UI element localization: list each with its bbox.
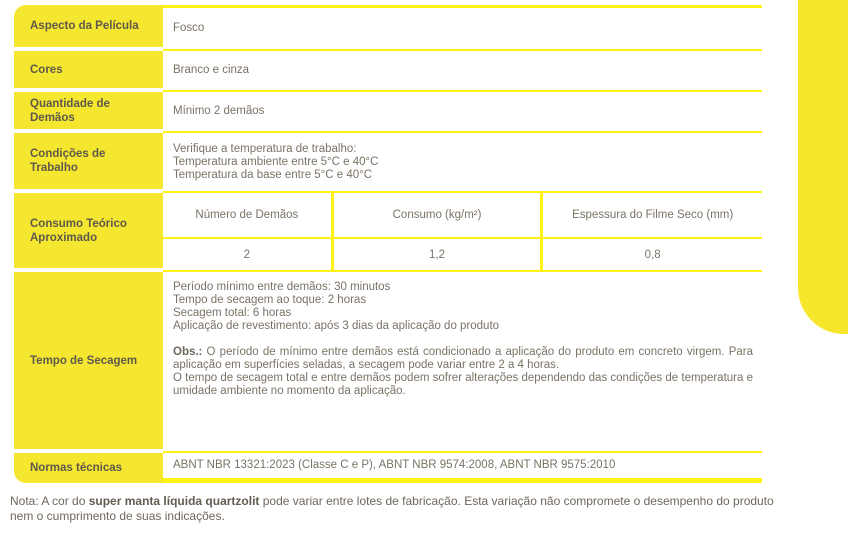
condition-line: Verifique a temperatura de trabalho: (173, 142, 357, 155)
drying-line: Período mínimo entre demãos: 30 minutos (173, 281, 391, 293)
row-label: Condições de Trabalho (14, 133, 163, 193)
consumption-subtable (163, 193, 762, 270)
drying-line: Secagem total: 6 horas (173, 307, 292, 319)
subtable-value: 2 (243, 248, 251, 261)
row-quantidade-de-demaos (14, 92, 762, 133)
row-cores (14, 51, 762, 92)
row-value (163, 272, 762, 453)
blank-line (173, 333, 753, 346)
row-consumo-teorico (14, 193, 762, 272)
subtable-header: Número de Demãos (195, 209, 299, 221)
row-value (163, 133, 762, 193)
row-value-text: Fosco (173, 22, 205, 34)
row-value (163, 5, 762, 51)
footnote (10, 494, 790, 523)
row-value (163, 453, 762, 483)
subtable-header-row (163, 193, 762, 239)
row-value-text: ABNT NBR 13321:2023 (Classe C e P), ABNT NBR 9574:2008, ABNT NBR 9575:2010 (173, 459, 616, 471)
row-value (163, 51, 762, 92)
row-value (163, 193, 762, 272)
condition-line: Temperatura da base entre 5°C e 40°C (173, 168, 373, 181)
technical-spec-table (14, 5, 762, 483)
decorative-yellow-bar (798, 0, 848, 334)
footnote-product-name: super manta líquida quartzolit (88, 494, 260, 508)
footnote-suffix: pode variar entre lotes de fabricação. Esta variação não compromete o desempenho do produto nem o cumprimento de suas indicações. (10, 494, 774, 523)
row-label: Consumo Teórico Aproximado (14, 193, 163, 272)
row-label: Cores (14, 51, 163, 92)
row-normas-tecnicas (14, 453, 762, 483)
obs-text: O período de mínimo entre demãos está condicionado a aplicação do produto em concreto virgem. Para aplicação em superfícies seladas, a secagem pode variar entre 2 a 4 horas. (173, 346, 753, 371)
obs-paragraph-2: O tempo de secagem total e entre demãos podem sofrer alterações dependendo das condições de temperatura e umidade ambiente no momento da aplicação. (173, 372, 753, 397)
row-value-text: Mínimo 2 demãos (173, 105, 265, 117)
row-condicoes-de-trabalho (14, 133, 762, 193)
condition-line: Temperatura ambiente entre 5°C e 40°C (173, 155, 379, 168)
row-value (163, 92, 762, 133)
footnote-prefix: Nota: A cor do (10, 494, 89, 508)
row-label: Tempo de Secagem (14, 272, 163, 453)
row-value-text: Branco e cinza (173, 64, 250, 76)
drying-line: Aplicação de revestimento: após 3 dias da aplicação do produto (173, 320, 500, 332)
row-tempo-de-secagem (14, 272, 762, 453)
subtable-value-row (163, 239, 762, 270)
row-label: Aspecto da Película (14, 5, 163, 51)
row-aspecto-da-pelicula (14, 5, 762, 51)
row-label: Normas técnicas (14, 453, 163, 483)
subtable-header: Consumo (kg/m²) (331, 193, 541, 237)
obs-paragraph (173, 346, 753, 372)
row-label: Quantidade de Demãos (14, 92, 163, 133)
obs-label: Obs.: (173, 346, 203, 358)
subtable-value: 1,2 (331, 239, 541, 270)
subtable-header: Espessura do Filme Seco (mm) (540, 193, 762, 237)
subtable-value: 0,8 (540, 239, 762, 270)
drying-line: Tempo de secagem ao toque: 2 horas (173, 294, 367, 306)
